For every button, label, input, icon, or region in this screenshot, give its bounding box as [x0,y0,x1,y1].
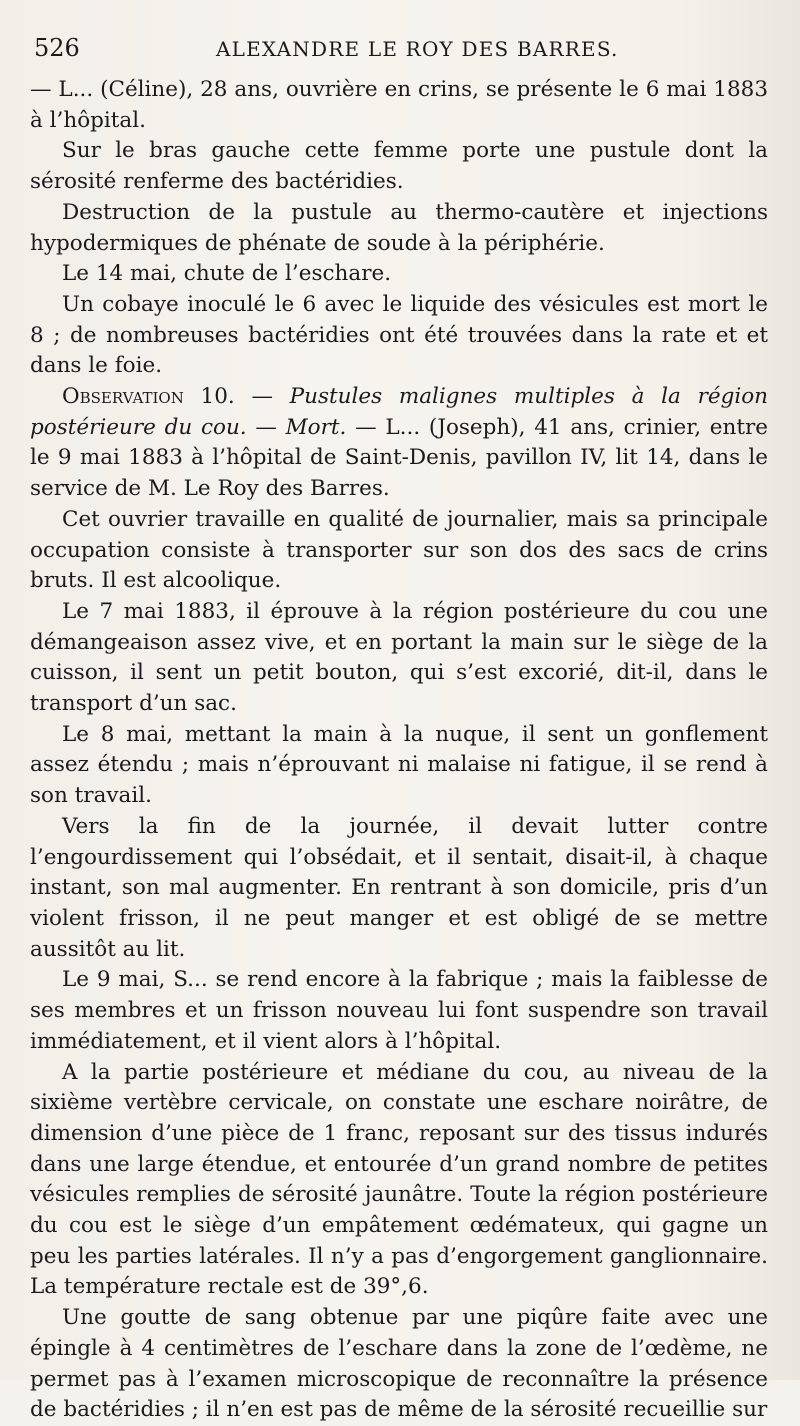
paragraph: Vers la fin de la journée, il devait lutter contre l’engourdissement qui l’obsédait, et il sentait, disait-il, à chaque instant, son mal augmenter. En rentrant à son domicile, pris d’un violent frisson, il ne peut manger et est obligé de se mettre aussitôt au lit. [30,813,768,962]
observation-dash: — [246,414,286,440]
paragraph: Le 8 mai, mettant la main à la nuque, il sent un gonflement assez étendu ; mais n’éprouvant ni malaise ni fatigue, il se rend à son travail. [30,721,768,809]
observation-title: Pustules malignes multiples à la région postérieure du cou. [30,384,769,440]
paragraph: Destruction de la pustule au thermo-cautère et injections hypodermiques de phénate de soude à la périphérie. [30,199,768,256]
observation-text: — L... (Joseph), 41 ans, crinier, entre le 9 mai 1883 à l’hôpital de Saint-Denis, pavillon IV, lit 14, dans le service de M. Le Roy des Barres. [30,414,769,502]
running-head: ALEXANDRE LE ROY DES BARRES. [216,37,619,61]
paragraph: A la partie postérieure et médiane du cou, au niveau de la sixième vertèbre cervicale, on constate une eschare noirâtre, de dimension d’une pièce de 1 franc, reposant sur des tissus indurés dans une large étendue, et entourée d’un grand nombre de petites vésicules remplies de sérosité jaunâtre. Toute la région postérieure du cou est le siège d’un empâtement œdémateux, qui gagne un peu les parties latérales. Il n’y a pas d’engorgement ganglionnaire. La température rectale est de 39°,6. [30,1059,768,1300]
page-header [34,34,764,64]
body-text [30,75,768,1426]
observation-heading-paragraph [30,382,768,505]
observation-outcome: Mort. [285,414,347,440]
paragraph: Une goutte de sang obtenue par une piqûre faite avec une épingle à 4 centimètres de l’eschare dans la zone de l’œdème, ne permet pas à l’examen microscopique de reconnaître la présence de bactéridies ; il n’en est pas de même de la sérosité recueillie sur [30,1305,768,1423]
paragraph: Le 14 mai, chute de l’eschare. [62,261,392,287]
observation-label: Observation 10. [62,384,235,410]
paragraph: Un cobaye inoculé le 6 avec le liquide des vésicules est mort le 8 ; de nombreuses bactéridies ont été trouvées dans la rate et et dans le foie. [30,291,768,379]
paragraph: — L... (Céline), 28 ans, ouvrière en crins, se présente le 6 mai 1883 à l’hôpital. [30,77,768,133]
paragraph: Sur le bras gauche cette femme porte une pustule dont la sérosité renferme des bactéridies. [30,138,768,195]
paragraph: Cet ouvrier travaille en qualité de journalier, mais sa principale occupation consiste à transporter sur son dos des sacs de crins bruts. Il est alcoolique. [30,506,768,594]
page-number: 526 [34,34,80,62]
paragraph: Le 9 mai, S... se rend encore à la fabrique ; mais la faiblesse de ses membres et un frisson nouveau lui font suspendre son travail immédiatement, et il vient alors à l’hôpital. [30,967,768,1054]
paragraph: Le 7 mai 1883, il éprouve à la région postérieure du cou une démangeaison assez vive, et en portant la main sur le siège de la cuisson, il sent un petit bouton, qui s’est excorié, dit-il, dans le transport d’un sac. [30,598,768,717]
observation-dash: — [234,384,290,410]
